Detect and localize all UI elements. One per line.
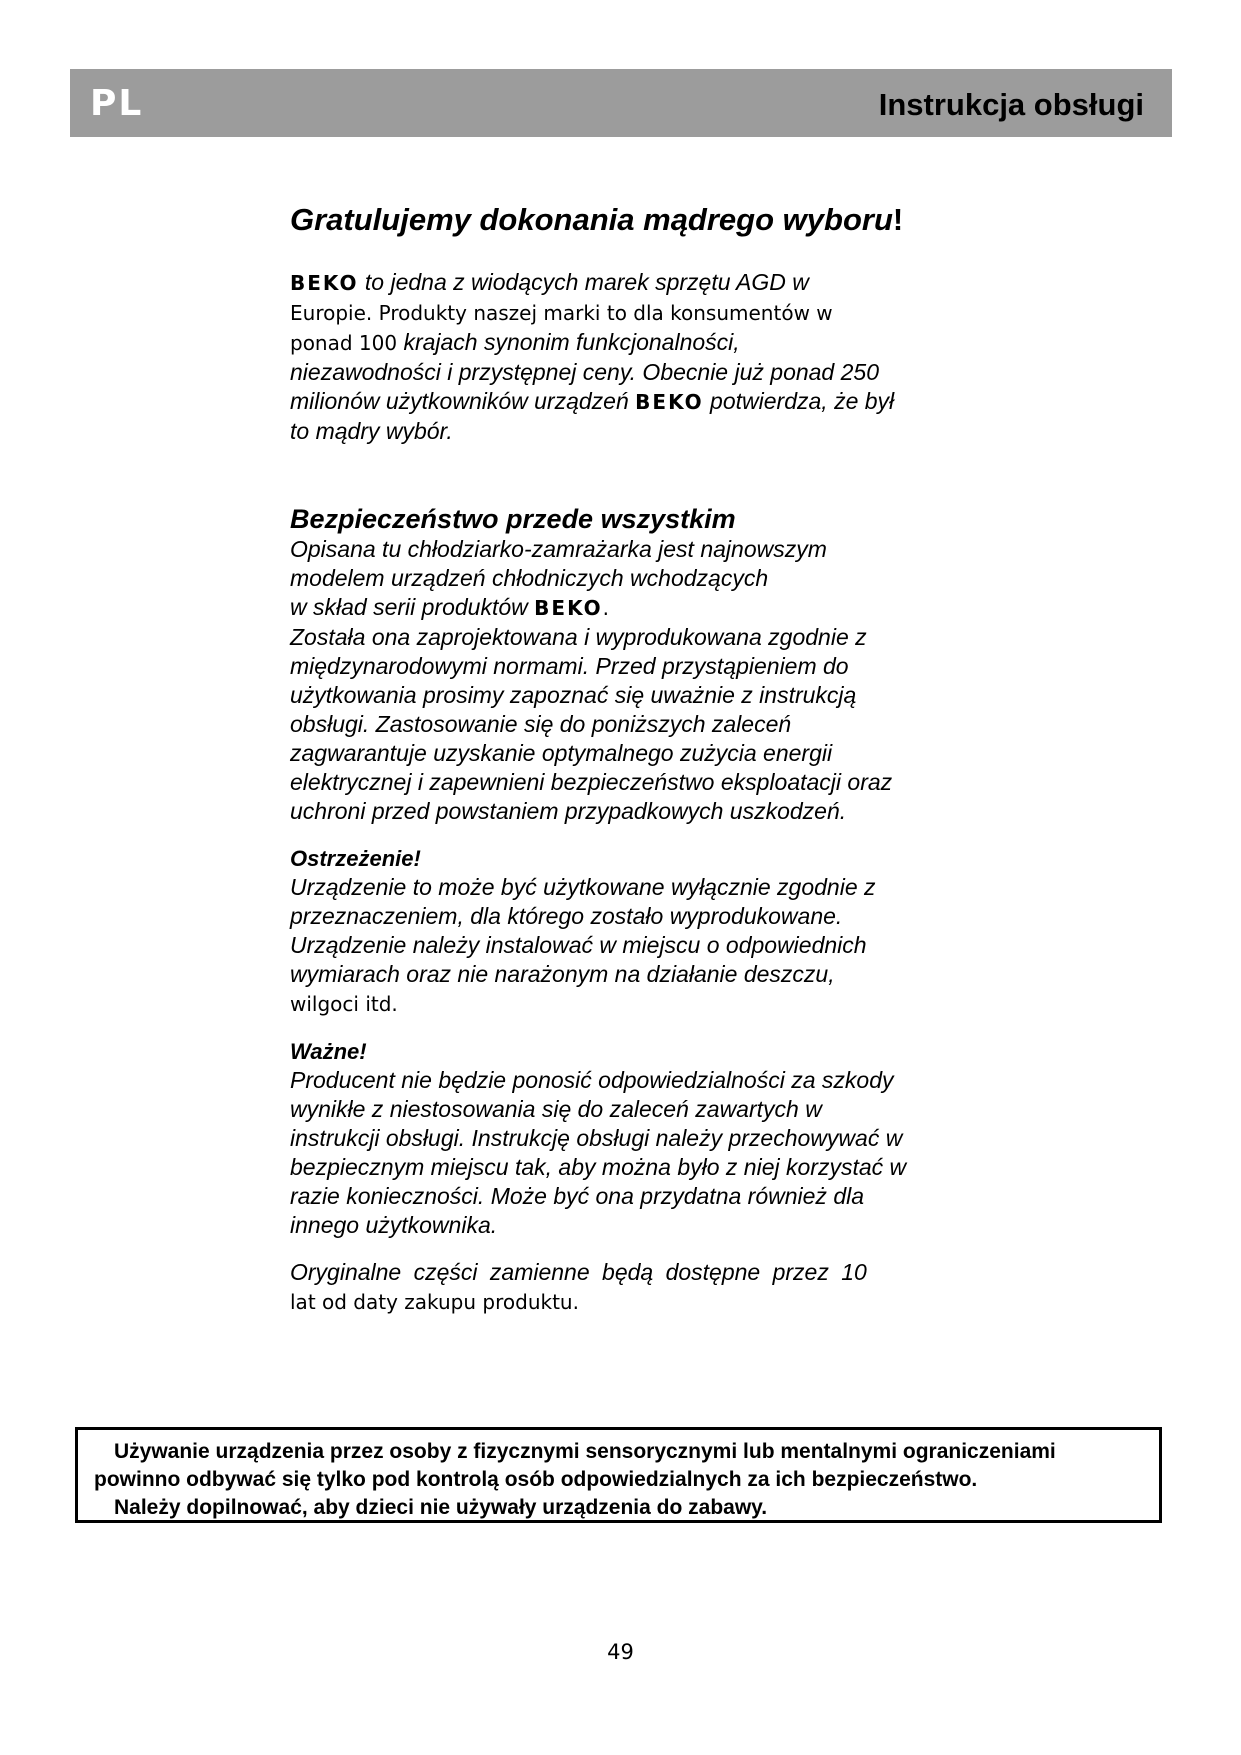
header-bar: [70, 69, 1172, 137]
notice-line: powinno odbywać się tylko pod kontrolą osób odpowiedzialnych za ich bezpieczeństwo.: [94, 1468, 978, 1491]
notice-line: Używanie urządzenia przez osoby z fizycznymi sensorycznymi lub mentalnymi ograniczeniami: [114, 1440, 1056, 1463]
intro-paragraph: BEKO to jedna z wiodących marek sprzętu AGD w Europie. Produkty naszej marki to dla konsumentów w ponad 100 krajach synonim funkcjonalności, niezawodności i przystępnej ceny. Obecnie już ponad 250 milionów użytkowników urządzeń BEKO potwierdza, że był to mądry wybór.: [290, 269, 895, 444]
notice-line: Należy dopilnować, aby dzieci nie używały urządzenia do zabawy.: [114, 1496, 768, 1519]
safety-paragraph: Opisana tu chłodziarko-zamrażarka jest najnowszym modelem urządzeń chłodniczych wchodzących w skład serii produktów BEKO. Została ona zaprojektowana i wyprodukowana zgodnie z międzynarodowymi normami. Przed przystąpieniem do użytkowania prosimy zapoznać się uważnie z instrukcją obsługi. Zastosowanie się do poniższych zaleceń zagwarantuje uzyskanie optymalnego zużycia energii elektrycznej i zapewnieni bezpieczeństwo eksploatacji oraz uchroni przed powstaniem przypadkowych uszkodzeń.: [290, 536, 893, 824]
brand-name: BEKO: [534, 596, 603, 620]
brand-name: BEKO: [635, 390, 704, 414]
brand-name: BEKO: [290, 271, 359, 295]
intro-heading: Gratulujemy dokonania mądrego wyboru!: [290, 202, 904, 237]
important-paragraph: Producent nie będzie ponosić odpowiedzialności za szkody wynikłe z niestosowania się do zaleceń zawartych w instrukcji obsługi. Instrukcję obsługi należy przechowywać w bezpiecznym miejscu tak, aby można było z niej korzystać w razie konieczności. Może być ona przydatna również dla innego użytkownika.: [290, 1067, 907, 1238]
safety-notice-box: [75, 1427, 1162, 1523]
warning-heading: Ostrzeżenie!: [290, 846, 421, 871]
warning-paragraph: Urządzenie to może być użytkowane wyłącznie zgodnie z przeznaczeniem, dla którego zostało wyprodukowane. Urządzenie należy instalować w miejscu o odpowiednich wymiarach oraz nie narażonym na działanie deszczu, wilgoci itd.: [290, 874, 876, 1016]
page-number: 49: [607, 1640, 634, 1664]
spare-parts-paragraph: Oryginalne części zamienne będą dostępne przez 10 lat od daty zakupu produktu.: [290, 1259, 867, 1314]
language-code: PL: [90, 83, 144, 124]
document-title: Instrukcja obsługi: [878, 87, 1144, 122]
important-heading: Ważne!: [290, 1039, 367, 1064]
main-content: [290, 200, 990, 1317]
safety-heading: Bezpieczeństwo przede wszystkim: [290, 504, 736, 534]
